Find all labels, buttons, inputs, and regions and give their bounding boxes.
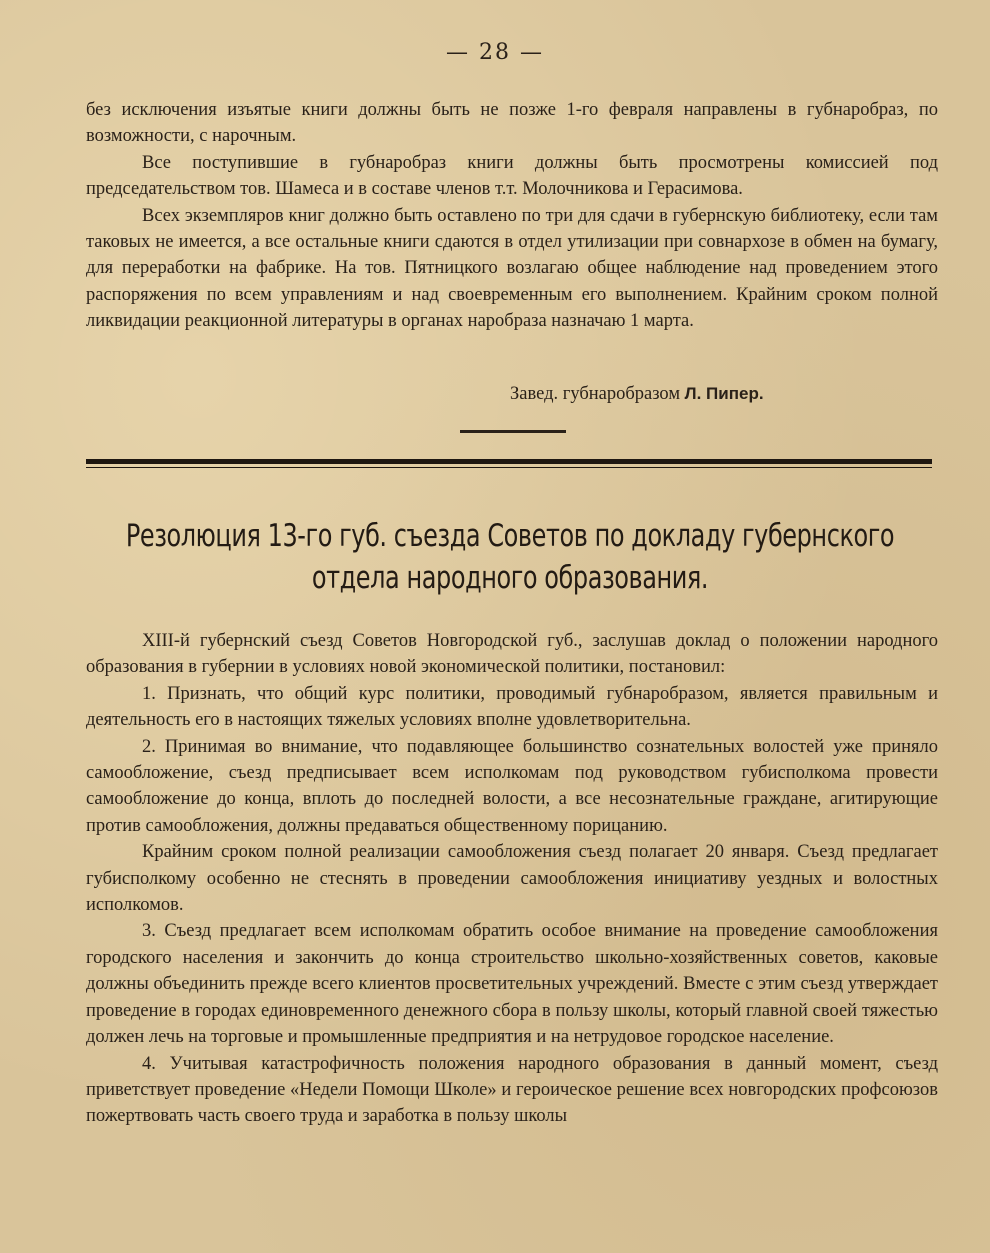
order-paragraph: Всех экземпляров книг должно быть оставлено по три для сдачи в губернскую библиотеку, если там таковых не имеется, а все остальные книги сдаются в отдел утилизации при совнархозе в обмен на бумагу, для переработки на фабрике. На тов. Пятницкого возлагаю общее наблюдение над проведением этого распоряжения по всем управлениям и над своевременным его выполнением. Крайним сроком полной ликвидации реакционной литературы в органах наробраза назначаю 1 марта.	[86, 205, 938, 332]
resolution-title-line1: Резолюция 13-го губ. съезда Советов по докладу губернского	[125, 518, 895, 554]
resolution-title	[123, 515, 897, 599]
signature-title: Завед. губнаробразом	[510, 384, 681, 404]
resolution-paragraph: 3. Съезд предлагает всем исполкомам обратить особое внимание на проведение самообложения городского населения и закончить до конца строительство школьно-хозяйственных советов, каковые должны объединить прежде всего клиентов просветительных учреждений. Вместе с этим съезд утверждает проведение в городах единовременного денежного сбора в пользу школы, который главной своей тяжестью должен лечь на торговые и промышленные предприятия и на нетрудовое городское население.	[86, 921, 938, 1048]
order-text	[86, 97, 938, 335]
signature	[510, 384, 764, 405]
section-divider-thin	[86, 467, 932, 468]
resolution-paragraph: XIII-й губернский съезд Советов Новгородской губ., заслушав доклад о положении народного образования в губернии в условиях новой экономической политики, постановил:	[86, 631, 938, 678]
short-divider	[460, 430, 566, 433]
resolution-title-line2: отдела народного образования.	[311, 560, 709, 596]
resolution-paragraph: 2. Принимая во внимание, что подавляющее большинство сознательных волостей уже приняло самообложение, съезд предписывает всем исполкомам под руководством губисполкома провести самообложение до конца, вплоть до последней волости, а все несознательные граждане, агитирующие против самообложения, должны предаваться общественному порицанию.	[86, 736, 938, 836]
order-paragraph: без исключения изъятые книги должны быть не позже 1-го февраля направлены в губнаробраз, по возможности, с нарочным.	[86, 100, 938, 147]
resolution-text	[86, 628, 938, 1130]
section-divider-thick	[86, 459, 932, 464]
resolution-paragraph: 1. Признать, что общий курс политики, проводимый губнаробразом, является правильным и деятельность его в настоящих тяжелых условиях вполне удовлетворительна.	[86, 683, 938, 731]
signature-name: Л. Пипер.	[684, 384, 764, 403]
resolution-paragraph: 4. Учитывая катастрофичность положения народного образования в данный момент, съезд приветствует проведение «Недели Помощи Школе» и героическое решение всех новгородских профсоюзов пожертвовать часть своего труда и заработка в пользу школы	[86, 1053, 938, 1127]
resolution-paragraph: Крайним сроком полной реализации самообложения съезд полагает 20 января. Съезд предлагает губисполкому особенно не стеснять в проведении самообложения инициативу уездных и волостных исполкомов.	[86, 842, 938, 916]
page-number: — 28 —	[446, 40, 544, 65]
order-paragraph: Все поступившие в губнаробраз книги должны быть просмотрены комиссией под председательством тов. Шамеса и в составе членов т.т. Молочникова и Герасимова.	[86, 152, 938, 200]
